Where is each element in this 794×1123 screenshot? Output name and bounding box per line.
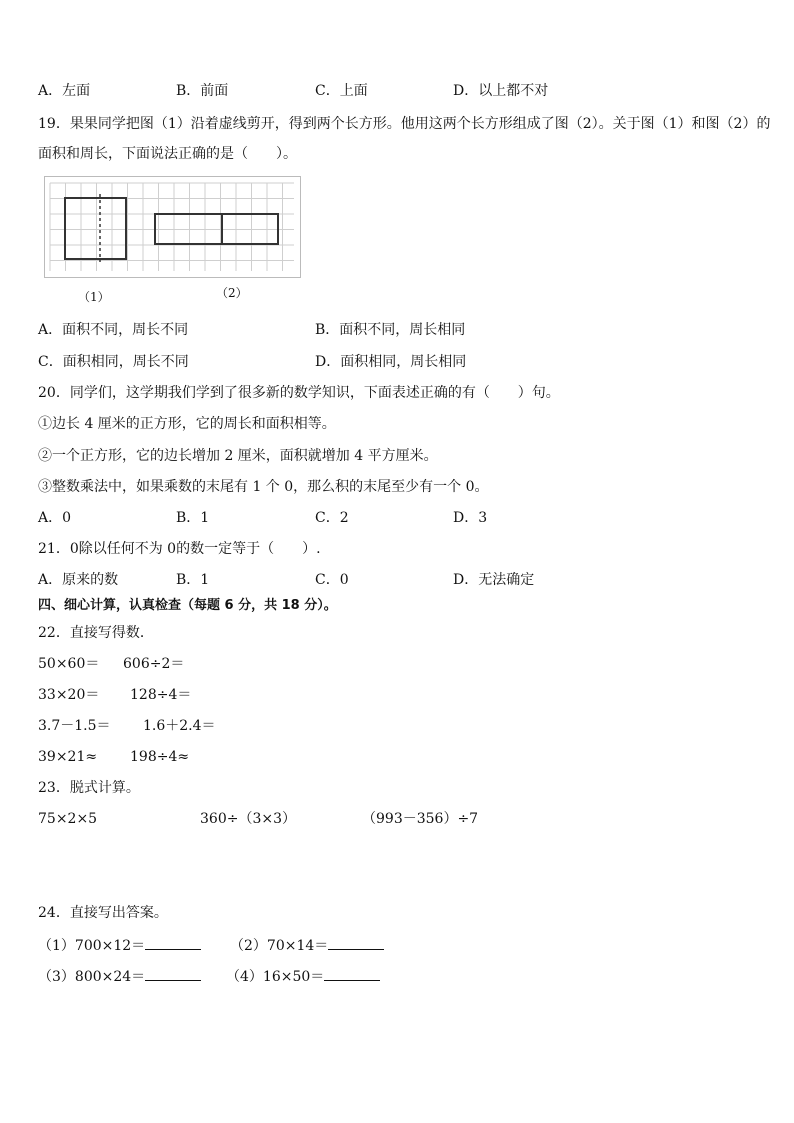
q22-item: 33×20＝	[38, 687, 100, 703]
q20-option-a: A．0	[38, 510, 72, 526]
q19-option-c: C．面积相同，周长不同	[38, 354, 189, 370]
q24-item-2	[230, 935, 384, 955]
q19-stem-line1: 19．果果同学把图（1）沿着虚线剪开，得到两个长方形。他用这两个长方形组成了图（2）。关于图（1）和图（2）的	[38, 116, 771, 132]
q20-option-b: B．1	[176, 510, 210, 526]
q24-item-1	[38, 935, 201, 955]
q21-stem: 21．0除以任何不为 0的数一定等于（ ）.	[38, 541, 321, 557]
q24-expression: （2）70×14＝	[230, 938, 329, 954]
q23-item: （993－356）÷7	[362, 811, 479, 827]
q21-option-c: C．0	[315, 572, 349, 588]
q22-item: 198÷4≈	[130, 749, 190, 765]
q24-item-4	[226, 966, 380, 986]
q22-item: 50×60＝	[38, 656, 100, 672]
q20-option-d: D．3	[453, 510, 488, 526]
answer-blank[interactable]	[328, 935, 384, 950]
q24-expression: （3）800×24＝	[38, 969, 146, 985]
q20-statement-3: ③整数乘法中，如果乘数的末尾有 1 个 0，那么积的末尾至少有一个 0。	[38, 479, 489, 495]
figure-label-2: （2）	[216, 286, 248, 300]
q24-item-3	[38, 966, 201, 986]
figure-label-1: （1）	[78, 290, 110, 304]
q18-option-c: C．上面	[315, 83, 368, 99]
q22-item: 3.7－1.5＝	[38, 718, 111, 734]
q24-stem: 24．直接写出答案。	[38, 905, 168, 921]
q22-stem: 22．直接写得数．	[38, 625, 154, 641]
q19-grid-figure	[44, 176, 302, 304]
q21-option-b: B．1	[176, 572, 210, 588]
q23-stem: 23．脱式计算。	[38, 780, 140, 796]
q20-stem: 20．同学们，这学期我们学到了很多新的数学知识，下面表述正确的有（ ）句。	[38, 385, 560, 401]
q22-item: 1.6＋2.4＝	[143, 718, 216, 734]
q18-option-d: D．以上都不对	[453, 83, 549, 99]
q21-option-d: D．无法确定	[453, 572, 535, 588]
q20-option-c: C．2	[315, 510, 349, 526]
q24-expression: （1）700×12＝	[38, 938, 146, 954]
q23-item: 360÷（3×3）	[200, 811, 296, 827]
q20-statement-1: ①边长 4 厘米的正方形，它的周长和面积相等。	[38, 416, 336, 432]
q23-item: 75×2×5	[38, 811, 98, 827]
q20-statement-2: ②一个正方形，它的边长增加 2 厘米，面积就增加 4 平方厘米。	[38, 448, 438, 464]
q22-item: 128÷4＝	[130, 687, 192, 703]
answer-blank[interactable]	[324, 966, 380, 981]
q19-stem-line2: 面积和周长，下面说法正确的是（ ）。	[38, 146, 297, 162]
q19-option-d: D．面积相同，周长相同	[315, 354, 467, 370]
q22-item: 39×21≈	[38, 749, 98, 765]
q18-option-a: A．左面	[38, 83, 91, 99]
answer-blank[interactable]	[145, 935, 201, 950]
q19-option-a: A．面积不同，周长不同	[38, 322, 189, 338]
q21-option-a: A．原来的数	[38, 572, 119, 588]
q18-option-b: B．前面	[176, 83, 229, 99]
section-4-heading: 四、细心计算，认真检查（每题 6 分，共 18 分）。	[38, 598, 337, 613]
q22-item: 606÷2＝	[123, 656, 185, 672]
answer-blank[interactable]	[145, 966, 201, 981]
q24-expression: （4）16×50＝	[226, 969, 325, 985]
q19-option-b: B．面积不同，周长相同	[315, 322, 466, 338]
